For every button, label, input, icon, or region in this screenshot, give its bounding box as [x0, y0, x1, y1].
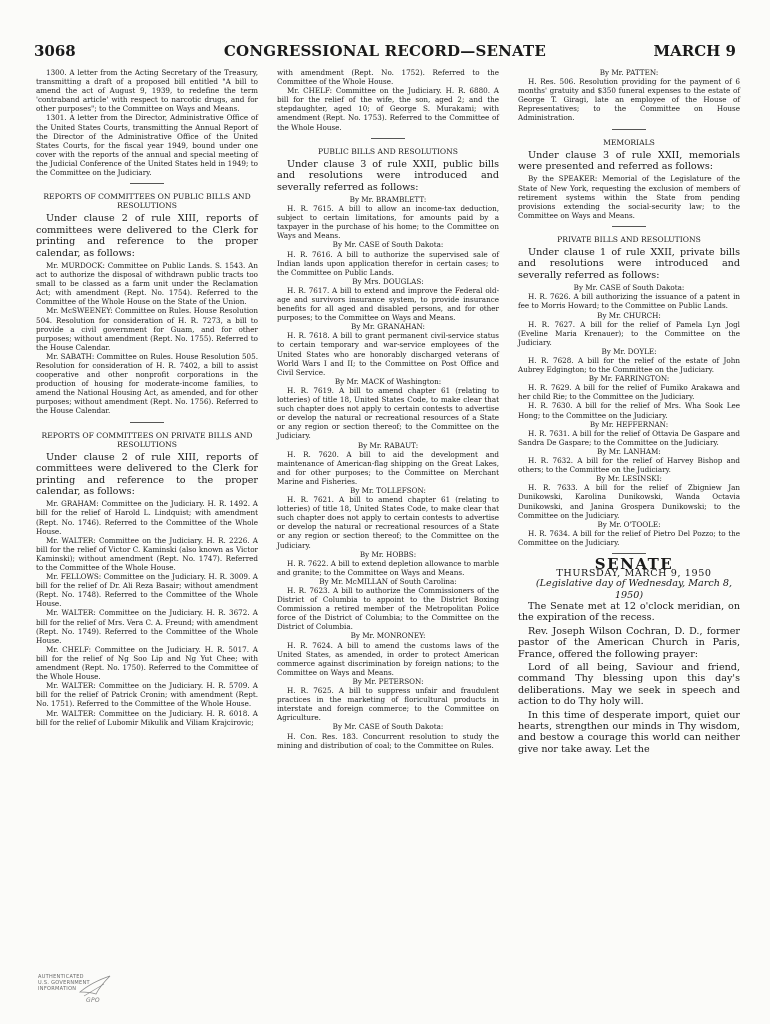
paragraph: By the SPEAKER: Memorial of the Legislature of the State of New York, requesting the exclusion of members of retirement systems within the State from pending provisions extending the social-security law; to the Committee on Ways and Means. [518, 174, 740, 220]
section-divider [130, 183, 164, 184]
paragraph: H. R. 7623. A bill to authorize the Commissioners of the District of Columbia to appoint to the District Boxing Commission a retired member of the Metropolitan Police force of the District of Columbia; to the Committee on the District of Columbia. [277, 586, 499, 632]
sponsor-line: By Mr. McMILLAN of South Carolina: [319, 576, 457, 586]
large-paragraph: Under clause 3 of rule XXII, public bills and resolutions were introduced and severally referred as follows: [277, 158, 499, 193]
paragraph: 1300. A letter from the Acting Secretary of the Treasury, transmitting a draft of a proposed bill entitled "A bill to amend the act of August 9, 1939, to redefine the term 'contraband article' with respect to narcotic drugs, and for other purposes"; to the Committee on Ways and Means. [36, 68, 258, 114]
gpo-authentication-seal [38, 970, 118, 1010]
page-date: MARCH 9 [653, 42, 736, 60]
sponsor-line: By Mr. GRANAHAN: [351, 322, 425, 332]
large-paragraph: Under clause 1 of rule XXII, private bills and resolutions were introduced and severally referred as follows: [518, 247, 740, 281]
paragraph: H. R. 7628. A bill for the relief of the estate of John Aubrey Edgington; to the Committee on the Judiciary. [518, 356, 740, 375]
paragraph: H. R. 7622. A bill to extend depletion allowance to marble and granite; to the Committee on Ways and Means. [277, 558, 499, 577]
paragraph: H. R. 7624. A bill to amend the customs laws of the United States, as amended, in order to protect American commerce against discrimination by foreign nations; to the Committee on Ways and Means. [277, 640, 499, 677]
sponsor-line: By Mr. CHURCH: [597, 310, 661, 320]
paragraph: Mr. WALTER: Committee on the Judiciary. H. R. 3672. A bill for the relief of Mrs. Vera C. A. Freund; with amendment (Rept. No. 1749). Referred to the Committee of the Whole House. [36, 608, 258, 645]
sponsor-line: By Mr. HOBBS: [359, 549, 417, 559]
paragraph: H. R. 7634. A bill for the relief of Pietro Del Pozzo; to the Committee on the Judiciary. [518, 528, 740, 547]
paragraph: Mr. GRAHAM: Committee on the Judiciary. H. R. 1492. A bill for the relief of Harold L. Lindquist; with amendment (Rept. No. 1746). Referred to the Committee of the Whole House. [36, 499, 258, 536]
paragraph: Mr. WALTER: Committee on the Judiciary. H. R. 5709. A bill for the relief of Patrick Cronin; with amendment (Rept. No. 1751). Referred to the Committee of the Whole House. [36, 681, 258, 709]
paragraph: Mr. FELLOWS: Committee on the Judiciary. H. R. 3009. A bill for the relief of Dr. Ali Reza Basair; without amendment (Rept. No. 1748). Referred to the Committee of the Whole House. [36, 572, 258, 609]
sponsor-line: By Mr. CASE of South Dakota: [332, 722, 444, 732]
paragraph: 1301. A letter from the Director, Administrative Office of the United States Courts, transmitting the Annual Report of the Director of the Administrative Office of the United States Courts, for the fiscal year 1949, bound under one cover with the reports of the annual and special meeting of the Judicial Conference of the United States held in 1949; to the Committee on the Judiciary. [36, 113, 258, 178]
large-paragraph: Under clause 3 of rule XXII, memorials were presented and referred as follows: [518, 149, 740, 173]
large-paragraph: Lord of all being, Saviour and friend, command Thy blessing upon this day's deliberations. May we seek in speech and action to do Thy holy will. [518, 662, 740, 708]
sponsor-line: By Mr. MONRONEY: [350, 631, 426, 641]
sponsor-line: By Mr. CASE of South Dakota: [573, 283, 685, 293]
session-date: THURSDAY, MARCH 9, 1950 [556, 568, 712, 580]
paragraph: Mr. SABATH: Committee on Rules. House Resolution 505. Resolution for consideration of H. R. 7402, a bill to assist cooperative and other nonprofit corporations in the production of housing for moderate-income families, to amend the National Housing Act, as amended, and for other purposes; without amendment (Rept. No. 1756). Referred to the House Calendar. [36, 351, 258, 416]
section-divider [371, 138, 405, 139]
section-heading: REPORTS OF COMMITTEES ON PRIVATE BILLS AND RESOLUTIONS [41, 430, 253, 449]
large-paragraph: In this time of desperate import, quiet our hearts, strengthen our minds in Thy wisdom, and bestow a courage this world can neither give nor take away. Let the [518, 709, 740, 755]
column-left [36, 68, 258, 727]
paragraph: Mr. MURDOCK: Committee on Public Lands. S. 1543. An act to authorize the disposal of withdrawn public tracts too small to be classed as a farm unit under the Reclamation Act; with amendment (Rept. No. 1754). Referred to the Committee of the Whole House on the State of the Union. [36, 260, 258, 307]
sponsor-line: By Mr. RABAUT: [357, 440, 419, 450]
paragraph: H. R. 7627. A bill for the relief of Pamela Lyn Jogl (Eveline Maria Krenauer); to the Committee on the Judiciary. [518, 319, 740, 347]
paragraph: H. R. 7618. A bill to grant permanent civil-service status to certain temporary and war-service employees of the United States who are honorably discharged veterans of World Wars I and II; to the Committee on Post Office and Civil Service. [277, 331, 499, 377]
sponsor-line: By Mr. HEFFERNAN: [589, 419, 669, 429]
auth-line: U.S. GOVERNMENT [38, 980, 90, 987]
sponsor-line: By Mr. FARRINGTON: [588, 374, 670, 384]
paragraph: Mr. WALTER: Committee on the Judiciary. H. R. 2226. A bill for the relief of Victor C. Kaminski (also known as Victor Kaminski); without amendment (Rept. No. 1747). Referred to the Committee of the Whole House. [36, 535, 258, 572]
sponsor-line: By Mrs. DOUGLAS: [352, 276, 424, 286]
paragraph: H. R. 7626. A bill authorizing the issuance of a patent in fee to Morris Howard; to the Committee on Public Lands. [518, 292, 740, 311]
paragraph: H. R. 7617. A bill to extend and improve the Federal old-age and survivors insurance system, to provide insurance benefits for all aged and disabled persons, and for other purposes; to the Committee on Ways and Means. [277, 285, 499, 323]
legislative-day: (Legislative day of Wednesday, March 8, 1950) [535, 578, 733, 601]
publication-title: CONGRESSIONAL RECORD—SENATE [223, 42, 547, 60]
paragraph: H. R. 7630. A bill for the relief of Mrs. Wha Sook Lee Hong; to the Committee on the Judiciary. [518, 401, 740, 420]
senate-heading: SENATE [594, 554, 674, 573]
section-heading: PRIVATE BILLS AND RESOLUTIONS [557, 234, 701, 244]
section-heading: REPORTS OF COMMITTEES ON PUBLIC BILLS AND RESOLUTIONS [43, 192, 251, 211]
paragraph: Mr. CHELF: Committee on the Judiciary. H. R. 5017. A bill for the relief of Ng Soo Lip and Ng Yut Chee; with amendment (Rept. No. 1750). Referred to the Committee of the Whole House. [36, 644, 258, 682]
paragraph: H. R. 7619. A bill to amend chapter 61 (relating to lotteries) of title 18, United States Code, to make clear that such chapter does not apply to certain contests to advertise or develop the natural or recreational resources of a State or any region or section thereof; to the Committee on the Judiciary. [277, 385, 499, 441]
sponsor-line: By Mr. TOLLEFSON: [350, 485, 426, 495]
paragraph: Mr. CHELF: Committee on the Judiciary. H. R. 6880. A bill for the relief of the wife, the son, aged 2; and the stepdaughter, aged 10; of George S. Murakami; with amendment (Rept. No. 1753). Referred to the Committee of the Whole House. [277, 86, 499, 132]
column-right [518, 68, 740, 757]
auth-line: INFORMATION [38, 986, 77, 993]
large-paragraph: Rev. Joseph Wilson Cochran, D. D., former pastor of the American Church in Paris, France, offered the following prayer: [518, 625, 740, 660]
auth-line: AUTHENTICATED [38, 974, 84, 980]
section-divider [612, 226, 646, 227]
gpo-label: GPO [86, 997, 100, 1004]
sponsor-line: By Mr. MACK of Washington: [334, 376, 442, 386]
section-divider [612, 129, 646, 130]
paragraph: H. R. 7633. A bill for the relief of Zbigniew Jan Dunikowski, Karolina Dunikowski, Wanda Octavia Dunikowski, and Janina Grospera Dunikowski; to the Committee on the Judiciary. [518, 483, 740, 520]
paragraph: H. Res. 506. Resolution providing for the payment of 6 months' gratuity and $350 funeral expenses to the estate of George T. Giragi, late an employee of the House of Representatives; to the Committee on House Administration. [518, 77, 740, 123]
paragraph: H. R. 7625. A bill to suppress unfair and fraudulent practices in the marketing of floricultural products in interstate and foreign commerce; to the Committee on Agriculture. [277, 686, 499, 723]
column-middle [277, 68, 499, 750]
paragraph: H. R. 7629. A bill for the relief of Fumiko Arakawa and her child Rie; to the Committee on the Judiciary. [518, 383, 740, 402]
paragraph: H. R. 7631. A bill for the relief of Ottavia De Gaspare and Sandra De Gaspare; to the Committee on the Judiciary. [518, 428, 740, 447]
section-heading: MEMORIALS [603, 137, 655, 147]
sponsor-line: By Mr. DOYLE: [601, 346, 657, 356]
paragraph: H. R. 7616. A bill to authorize the supervised sale of Indian lands upon application therefor in certain cases; to the Committee on Public Lands. [277, 249, 499, 277]
sponsor-line: By Mr. PETERSON: [352, 676, 424, 686]
section-divider [612, 553, 646, 554]
page-header [34, 42, 736, 64]
paragraph: H. R. 7621. A bill to amend chapter 61 (relating to lotteries) of title 18, United States Code, to make clear that such chapter does not apply to certain contests to advertise or develop the natural or recreational resources of a State or any region or section thereof; to the Committee on the Judiciary. [277, 495, 499, 550]
paragraph: H. R. 7620. A bill to aid the development and maintenance of American-flag shipping on the Great Lakes, and for other purposes; to the Committee on Merchant Marine and Fisheries. [277, 449, 499, 486]
large-paragraph: Under clause 2 of rule XIII, reports of committees were delivered to the Clerk for printing and reference to the proper calendar, as follows: [36, 451, 258, 497]
paragraph: H. R. 7615. A bill to allow an income-tax deduction, subject to certain limitations, for amounts paid by a taxpayer in the purchase of his home; to the Committee on Ways and Means. [277, 204, 499, 241]
large-paragraph: The Senate met at 12 o'clock meridian, on the expiration of the recess. [518, 600, 740, 624]
section-heading: PUBLIC BILLS AND RESOLUTIONS [318, 146, 458, 156]
paragraph: Mr. WALTER: Committee on the Judiciary. H. R. 6018. A bill for the relief of Lubomir Mikulik and Viliam Krajcirovic; [36, 708, 258, 727]
paragraph-continued: with amendment (Rept. No. 1752). Referred to the Committee of the Whole House. [277, 68, 499, 87]
sponsor-line: By Mr. PATTEN: [599, 68, 659, 77]
section-divider [130, 422, 164, 423]
page-number: 3068 [34, 42, 76, 60]
sponsor-line: By Mr. O'TOOLE: [597, 519, 661, 529]
paragraph: H. R. 7632. A bill for the relief of Harvey Bishop and others; to the Committee on the Judiciary. [518, 456, 740, 475]
sponsor-line: By Mr. BRAMBLETT: [349, 194, 427, 204]
large-paragraph: Under clause 2 of rule XIII, reports of committees were delivered to the Clerk for printing and reference to the proper calendar, as follows: [36, 213, 258, 259]
sponsor-line: By Mr. CASE of South Dakota: [332, 240, 444, 250]
sponsor-line: By Mr. LESINSKI: [596, 474, 662, 484]
sponsor-line: By Mr. LANHAM: [597, 446, 661, 456]
paragraph: H. Con. Res. 183. Concurrent resolution to study the mining and distribution of coal; to the Committee on Rules. [277, 731, 499, 750]
paragraph: Mr. McSWEENEY: Committee on Rules. House Resolution 504. Resolution for consideration of H. R. 7273, a bill to provide a civil government for Guam, and for other purposes; without amendment (Rept. No. 1755). Referred to the House Calendar. [36, 306, 258, 352]
